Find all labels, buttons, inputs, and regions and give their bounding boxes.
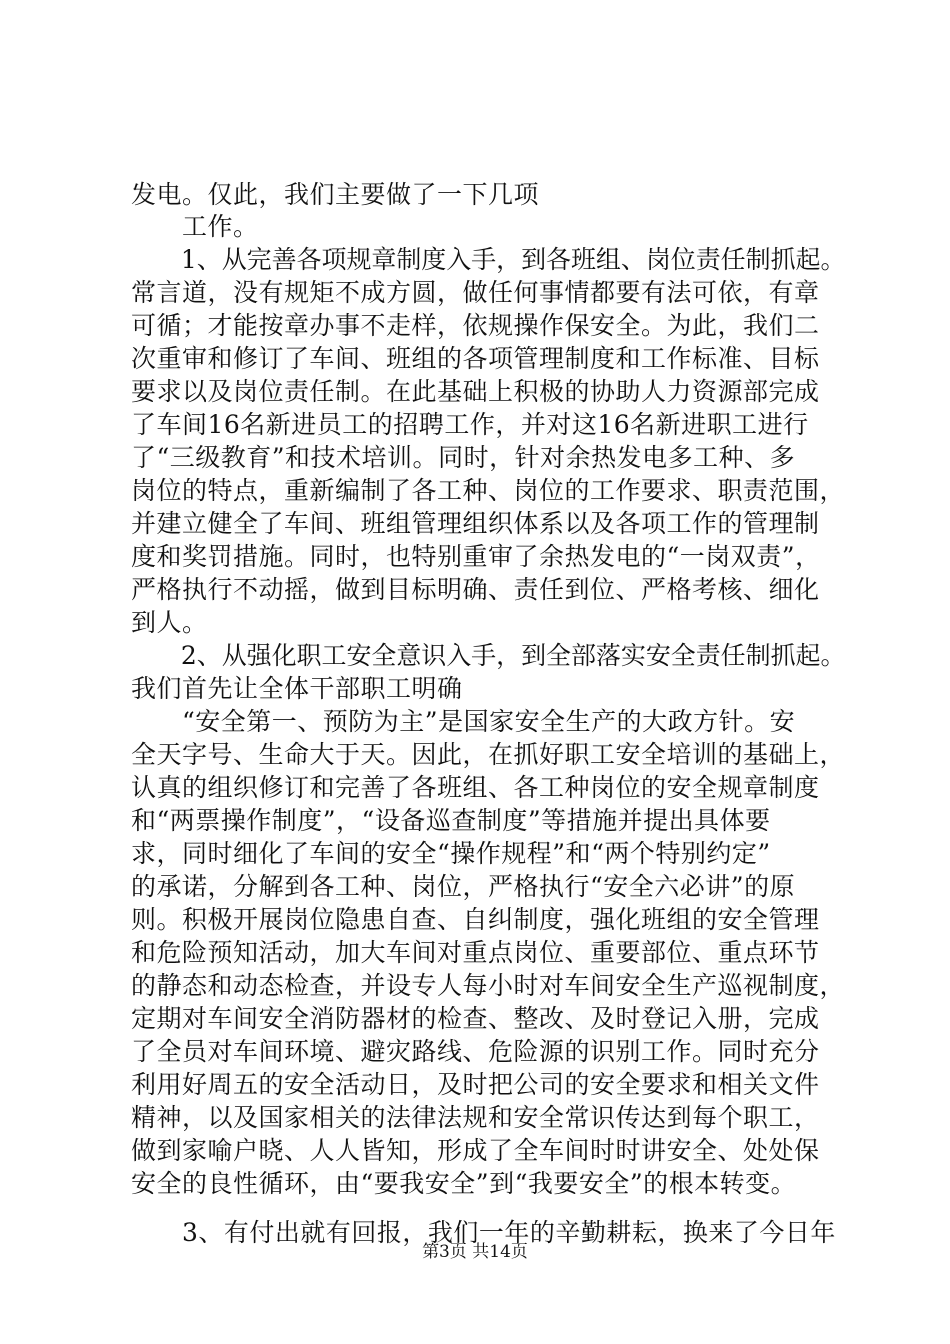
text-line: 全天字号、生命大于天。因此，在抓好职工安全培训的基础上， xyxy=(131,740,846,769)
text-line: 次重审和修订了车间、班组的各项管理制度和工作标准、目标 xyxy=(131,344,820,373)
text-line: 严格执行不动摇，做到目标明确、责任到位、严格考核、细化 xyxy=(131,575,820,604)
text-line: 和“两票操作制度”，“设备巡查制度”等措施并提出具体要 xyxy=(131,806,771,835)
text-line: 求，同时细化了车间的安全“操作规程”和“两个特别约定” xyxy=(131,839,771,868)
page-number-footer: 第3页 共14页 xyxy=(422,1242,528,1262)
text-line: 3、有付出就有回报，我们一年的辛勤耕耘，换来了今日年 xyxy=(131,1218,836,1247)
text-line: 2、从强化职工安全意识入手，到全部落实安全责任制抓起。 xyxy=(131,641,846,670)
text-line: 了“三级教育”和技术培训。同时，针对余热发电多工种、多 xyxy=(131,443,796,472)
text-line: 我们首先让全体干部职工明确 xyxy=(131,674,463,703)
text-line: “安全第一、预防为主”是国家安全生产的大政方针。安 xyxy=(131,707,796,736)
text-line: 利用好周五的安全活动日，及时把公司的安全要求和相关文件 xyxy=(131,1070,820,1099)
text-line: 度和奖罚措施。同时，也特别重审了余热发电的“一岗双责”， xyxy=(131,542,821,571)
text-line: 发电。仅此，我们主要做了一下几项 xyxy=(131,180,540,209)
text-line: 并建立健全了车间、班组管理组织体系以及各项工作的管理制 xyxy=(131,509,820,538)
text-line: 则。积极开展岗位隐患自查、自纠制度，强化班组的安全管理 xyxy=(131,905,820,934)
text-line: 安全的良性循环，由“要我安全”到“我要安全”的根本转变。 xyxy=(131,1169,797,1198)
text-line: 工作。 xyxy=(131,212,259,241)
text-line: 做到家喻户晓、人人皆知，形成了全车间时时讲安全、处处保 xyxy=(131,1136,820,1165)
text-line: 认真的组织修订和完善了各班组、各工种岗位的安全规章制度 xyxy=(131,773,820,802)
text-line: 岗位的特点，重新编制了各工种、岗位的工作要求、职责范围， xyxy=(131,476,846,505)
text-line: 常言道，没有规矩不成方圆，做任何事情都要有法可依，有章 xyxy=(131,278,820,307)
text-line: 定期对车间安全消防器材的检查、整改、及时登记入册，完成 xyxy=(131,1004,820,1033)
text-line: 要求以及岗位责任制。在此基础上积极的协助人力资源部完成 xyxy=(131,377,820,406)
text-line: 了全员对车间环境、避灾路线、危险源的识别工作。同时充分 xyxy=(131,1037,820,1066)
text-line: 了车间16名新进员工的招聘工作，并对这16名新进职工进行 xyxy=(131,410,809,439)
text-line: 到人。 xyxy=(131,608,208,637)
text-line: 1、从完善各项规章制度入手，到各班组、岗位责任制抓起。 xyxy=(131,245,846,274)
text-line: 的静态和动态检查，并设专人每小时对车间安全生产巡视制度， xyxy=(131,971,846,1000)
text-line: 的承诺，分解到各工种、岗位，严格执行“安全六必讲”的原 xyxy=(131,872,796,901)
text-line: 精神，以及国家相关的法律法规和安全常识传达到每个职工， xyxy=(131,1103,820,1132)
text-line: 可循；才能按章办事不走样，依规操作保安全。为此，我们二 xyxy=(131,311,820,340)
text-line: 和危险预知活动，加大车间对重点岗位、重要部位、重点环节 xyxy=(131,938,820,967)
